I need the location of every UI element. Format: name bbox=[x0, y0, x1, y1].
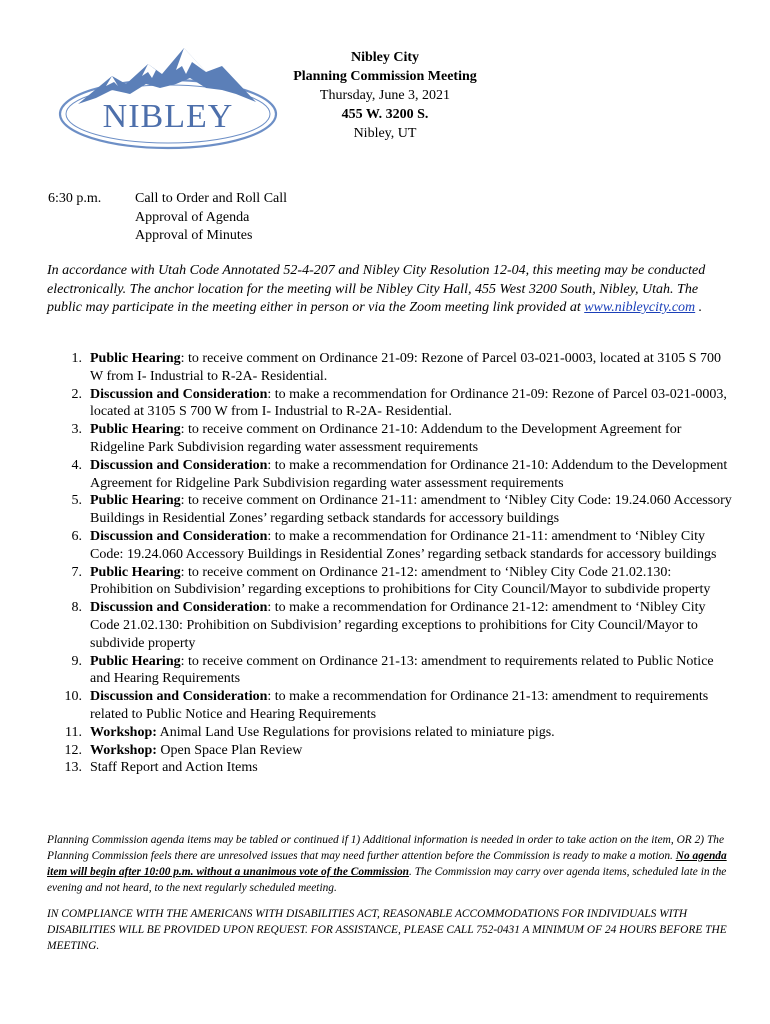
opening-item: Call to Order and Roll Call bbox=[135, 191, 288, 206]
tabling-policy-note bbox=[47, 832, 727, 896]
item-number: 8. bbox=[71, 600, 82, 616]
item-type: Workshop: bbox=[90, 742, 157, 758]
item-sep: : bbox=[180, 564, 185, 580]
agenda-item bbox=[44, 528, 734, 564]
item-number: 1. bbox=[71, 351, 82, 366]
item-type: Discussion and Consideration bbox=[90, 689, 268, 705]
item-text: to receive comment on Ordinance 21-12: amendment to ‘Nibley City Code 21.02.130: Prohibition on Subdivision’ regarding exceptions to prohibitions for City Council/Mayor to subdivide property bbox=[90, 564, 711, 598]
item-type: Public Hearing bbox=[90, 351, 181, 366]
item-text: Open Space Plan Review bbox=[156, 742, 303, 758]
item-type: Public Hearing bbox=[90, 493, 181, 509]
item-number: 4. bbox=[71, 457, 82, 473]
mountain-shape bbox=[78, 48, 256, 104]
item-number: 7. bbox=[71, 564, 82, 580]
item-text: to receive comment on Ordinance 21-10: Addendum to the Development Agreement for Ridgeline Park Subdivision regarding water assessment requirements bbox=[90, 422, 682, 455]
agenda-item bbox=[44, 386, 734, 422]
item-type: Public Hearing bbox=[90, 422, 181, 438]
item-sep: : bbox=[267, 689, 272, 705]
item-text: to receive comment on Ordinance 21-11: amendment to ‘Nibley City Code: 19.24.060 Accessory Buildings in Residential Zones’ regarding setback standards for accessory buildings bbox=[90, 493, 732, 527]
agenda-item bbox=[44, 688, 734, 724]
item-text: Animal Land Use Regulations for provisions related to miniature pigs. bbox=[156, 724, 555, 740]
agenda-item bbox=[44, 724, 734, 742]
item-text: to make a recommendation for Ordinance 21-09: Rezone of Parcel 03-021-0003, located at 3105 S 700 W from I- Industrial to R-2A- Residential. bbox=[90, 386, 727, 420]
item-type: Discussion and Consideration bbox=[90, 386, 268, 402]
opening-items bbox=[135, 190, 287, 246]
notice-end: . bbox=[695, 300, 703, 315]
item-sep: : bbox=[180, 493, 185, 509]
item-text: to make a recommendation for Ordinance 21-10: Addendum to the Development Agreement for Ridgeline Park Subdivision regarding water assessment requirements bbox=[90, 457, 728, 491]
agenda-item bbox=[44, 492, 734, 528]
agenda-list bbox=[44, 350, 734, 777]
item-number: 9. bbox=[71, 653, 82, 669]
item-type: Public Hearing bbox=[90, 564, 181, 580]
item-number: 3. bbox=[71, 422, 82, 438]
policy-text-end: . The Commission may carry over agenda items, scheduled late in the evening and not heard, to the next regularly scheduled meeting. bbox=[47, 866, 727, 894]
item-text: to make a recommendation for Ordinance 21-12: amendment to ‘Nibley City Code 21.02.130: Prohibition on Subdivision’ regarding exceptions to prohibitions for City Council/Mayor to subdivide property bbox=[90, 600, 706, 651]
item-type: Discussion and Consideration bbox=[90, 528, 268, 544]
notice-text: In accordance with Utah Code Annotated 52-4-207 and Nibley City Resolution 12-04, this meeting may be conducted electronically. The anchor location for the meeting will be Nibley City Hall, 455 West 3200 South, Nibley, Utah. The public may participate in the meeting either in person or via the Zoom meeting link provided at bbox=[47, 263, 706, 315]
item-text: to make a recommendation for Ordinance 21-11: amendment to ‘Nibley City Code: 19.24.060 Accessory Buildings in Residential Zones’ regarding setback standards for accessory buildings bbox=[90, 528, 717, 562]
item-sep: : bbox=[267, 386, 272, 402]
item-text: to receive comment on Ordinance 21-09: Rezone of Parcel 03-021-0003, located at 3105 S 700 W from I- Industrial to R-2A- Residential. bbox=[90, 351, 722, 384]
opening-item: Approval of Minutes bbox=[135, 228, 253, 243]
meeting-city: Nibley, UT bbox=[353, 126, 417, 141]
item-sep: : bbox=[180, 422, 185, 438]
item-text: to receive comment on Ordinance 21-13: amendment to requirements related to Public Notice and Hearing Requirements bbox=[90, 653, 714, 687]
meeting-header bbox=[270, 48, 500, 143]
agenda-item bbox=[44, 742, 734, 760]
item-number: 12. bbox=[64, 742, 82, 758]
item-number: 2. bbox=[71, 386, 82, 402]
item-number: 10. bbox=[64, 689, 82, 705]
electronic-meeting-notice bbox=[47, 262, 727, 318]
opening-item: Approval of Agenda bbox=[135, 209, 250, 225]
item-number: 5. bbox=[71, 493, 82, 509]
nibley-logo bbox=[56, 44, 280, 152]
item-type: Discussion and Consideration bbox=[90, 600, 268, 616]
start-time: 6:30 p.m. bbox=[48, 191, 102, 206]
meeting-address: 455 W. 3200 S. bbox=[341, 107, 429, 122]
agenda-item bbox=[44, 564, 734, 600]
agenda-item bbox=[44, 421, 734, 457]
item-sep: : bbox=[180, 653, 185, 669]
ada-compliance-note: IN COMPLIANCE WITH THE AMERICANS WITH DISABILITIES ACT, REASONABLE ACCOMMODATIONS FOR INDIVIDUALS WITH DISABILITIES WILL BE PROVIDED UPON REQUEST. FOR ASSISTANCE, PLEASE CALL 752-0431 A MINIMUM OF 24 HOURS BEFORE THE MEETING. bbox=[47, 908, 727, 952]
meeting-title: Planning Commission Meeting bbox=[293, 69, 477, 84]
item-text: to make a recommendation for Ordinance 21-13: amendment to requirements related to Public Notice and Hearing Requirements bbox=[90, 689, 709, 722]
policy-text: Planning Commission agenda items may be tabled or continued if 1) Additional information is needed in order to take action on the item, OR 2) The Planning Commission feels there are unresolved issues that may need further attention before the Commission is ready to make a motion. bbox=[47, 834, 725, 862]
item-number: 6. bbox=[71, 528, 82, 544]
agenda-item bbox=[44, 599, 734, 652]
item-sep: : bbox=[267, 457, 272, 473]
item-type: Workshop: bbox=[90, 724, 157, 740]
item-type: Discussion and Consideration bbox=[90, 457, 268, 473]
city-name: Nibley City bbox=[350, 50, 420, 65]
agenda-item bbox=[44, 653, 734, 689]
website-link[interactable]: www.nibleycity.com bbox=[584, 300, 696, 315]
item-text: Staff Report and Action Items bbox=[90, 760, 258, 776]
agenda-item bbox=[44, 457, 734, 493]
item-sep: : bbox=[180, 351, 185, 366]
item-sep: : bbox=[267, 600, 272, 616]
item-number: 13. bbox=[64, 760, 82, 776]
agenda-item bbox=[44, 350, 734, 386]
meeting-date: Thursday, June 3, 2021 bbox=[319, 88, 451, 103]
item-type: Public Hearing bbox=[90, 653, 181, 669]
deadline-rule: No agenda item will begin after 10:00 p.m. without a unanimous vote of the Commission bbox=[47, 850, 727, 878]
item-number: 11. bbox=[65, 724, 82, 740]
item-sep: : bbox=[267, 528, 272, 544]
logo-text: NIBLEY bbox=[102, 98, 234, 135]
agenda-item bbox=[44, 759, 734, 777]
